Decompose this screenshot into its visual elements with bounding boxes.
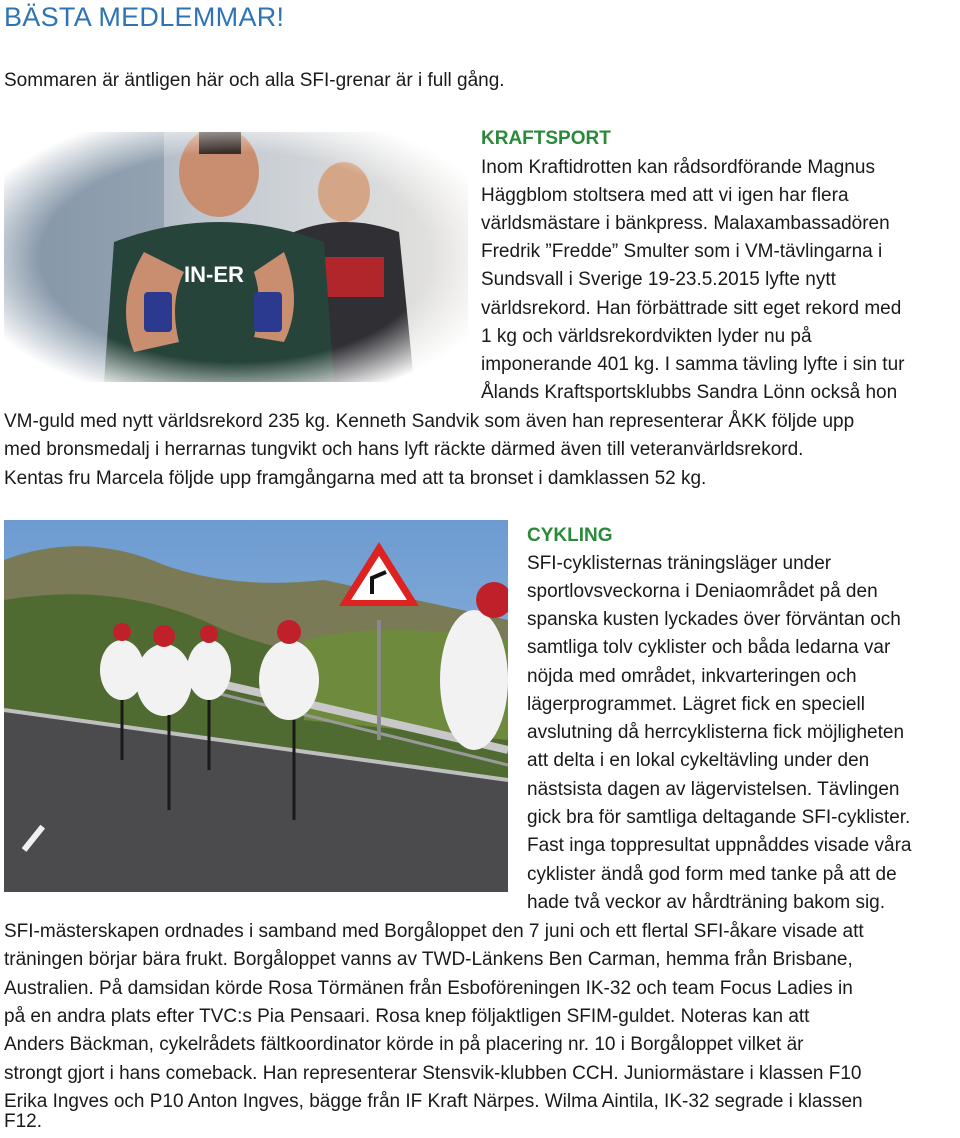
cykling-line: avslutning då herrcyklisterna fick möjligheten xyxy=(527,722,905,743)
kraftsport-line: imponerande 401 kg. I samma tävling lyfte i sin tur xyxy=(481,354,905,375)
kraftsport-line: världsmästare i bänkpress. Malaxambassadören xyxy=(481,213,890,234)
intro-text: Sommaren är äntligen här och alla SFI-grenar är i full gång. xyxy=(4,70,505,91)
cykling-line: nöjda med området, inkvarteringen och xyxy=(527,666,857,687)
section-title-cykling: CYKLING xyxy=(527,525,613,546)
cykling-line: spanska kusten lyckades över förväntan och xyxy=(527,609,901,630)
cykling-line: strongt gjort i hans comeback. Han representerar Stensvik-klubben CCH. Juniormästare i klassen F10 xyxy=(4,1063,862,1084)
cykling-line: Fast inga toppresultat uppnåddes visade våra xyxy=(527,835,912,856)
cykling-line: Anders Bäckman, cykelrådets fältkoordinator körde in på placering nr. 10 i Borgåloppet vilket är xyxy=(4,1034,804,1055)
cykling-line: gick bra för samtliga deltagande SFI-cyklister. xyxy=(527,807,911,828)
cykling-line: träningen börjar bära frukt. Borgåloppet vanns av TWD-Länkens Ben Carman, hemma från Brisbane, xyxy=(4,949,853,970)
cykling-line: sportlovsveckorna i Deniaområdet på den xyxy=(527,581,878,602)
cykling-line: på en andra plats efter TVC:s Pia Pensaari. Rosa knep följaktligen SFIM-guldet. Noteras kan att xyxy=(4,1006,810,1027)
kraftsport-line: VM-guld med nytt världsrekord 235 kg. Kenneth Sandvik som även han representerar ÅKK följde upp xyxy=(4,411,855,432)
kraftsport-line: med bronsmedalj i herrarnas tungvikt och hans lyft räckte därmed även till veteranvärldsrekord. xyxy=(4,439,804,460)
kraftsport-line: Ålands Kraftsportsklubbs Sandra Lönn också hon xyxy=(481,382,898,403)
cykling-line: SFI-mästerskapen ordnades i samband med Borgåloppet den 7 juni och ett flertal SFI-åkare visade att xyxy=(4,921,864,942)
powerlifter-photo xyxy=(4,132,468,382)
kraftsport-line: 1 kg och världsrekordvikten lyder nu på xyxy=(481,326,812,347)
cykling-line: nästsista dagen av lägervistelsen. Tävlingen xyxy=(527,779,900,800)
cykling-line: Australien. På damsidan körde Rosa Törmänen från Esboföreningen IK-32 och team Focus Ladies in xyxy=(4,978,853,999)
page-title: BÄSTA MEDLEMMAR! xyxy=(4,2,285,32)
cykling-line: samtliga tolv cyklister och båda ledarna var xyxy=(527,637,891,658)
kraftsport-line: Häggblom stoltsera med att vi igen har flera xyxy=(481,185,849,206)
cykling-line: lägerprogrammet. Lägret fick en speciell xyxy=(527,694,865,715)
section-title-kraftsport: KRAFTSPORT xyxy=(481,128,611,149)
cykling-line: cyklister ändå god form med tanke på att de xyxy=(527,864,897,885)
cyclists-photo xyxy=(4,520,508,892)
cykling-line: Erika Ingves och P10 Anton Ingves, bägge från IF Kraft Närpes. Wilma Aintila, IK-32 segrade i klassen xyxy=(4,1091,863,1112)
cykling-line: SFI-cyklisternas träningsläger under xyxy=(527,553,832,574)
cykling-line: hade två veckor av hårdträning bakom sig. xyxy=(527,892,886,913)
kraftsport-line: Kentas fru Marcela följde upp framgångarna med att ta bronset i damklassen 52 kg. xyxy=(4,468,707,489)
kraftsport-line: världsrekord. Han förbättrade sitt eget rekord med xyxy=(481,298,902,319)
kraftsport-line: Inom Kraftidrotten kan rådsordförande Magnus xyxy=(481,157,875,178)
cykling-line: F12. xyxy=(4,1111,43,1132)
kraftsport-line: Fredrik ”Fredde” Smulter som i VM-tävlingarna i xyxy=(481,241,883,262)
cykling-line: att delta i en lokal cykeltävling under den xyxy=(527,750,870,771)
kraftsport-line: Sundsvall i Sverige 19-23.5.2015 lyfte nytt xyxy=(481,269,836,290)
